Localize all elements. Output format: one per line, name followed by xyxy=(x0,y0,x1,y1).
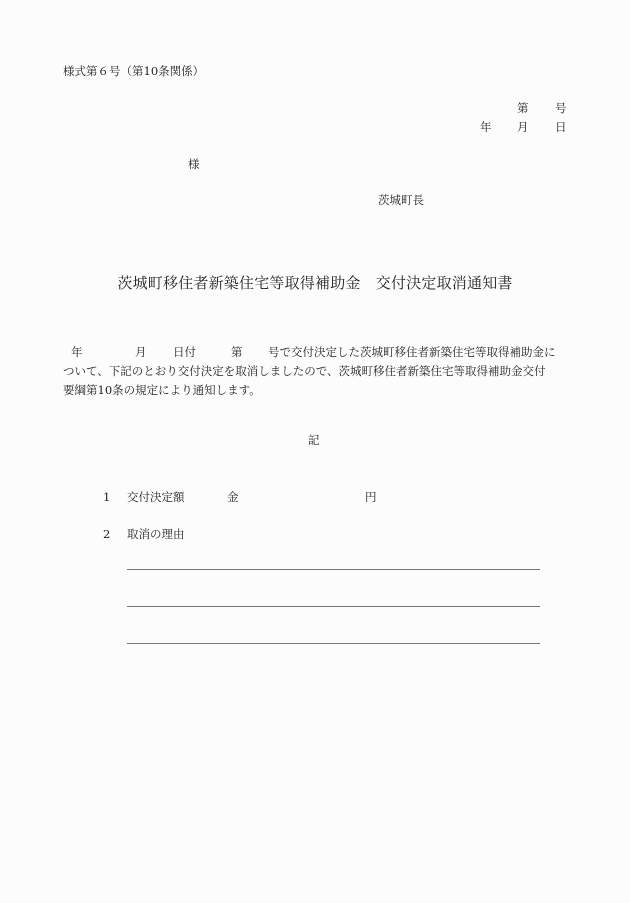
item-2-label: 取消の理由 xyxy=(127,527,185,541)
reason-line-1 xyxy=(127,569,540,570)
item-1-number: 1 xyxy=(103,490,111,504)
doc-number-dai: 第 xyxy=(517,101,529,115)
date-month: 月 xyxy=(517,120,529,134)
item-1-yen: 円 xyxy=(365,490,377,504)
doc-number-go: 号 xyxy=(555,101,567,115)
reason-line-2 xyxy=(127,606,540,607)
reason-line-3 xyxy=(127,643,540,644)
addressee-suffix: 様 xyxy=(188,157,200,171)
item-1-kin: 金 xyxy=(227,490,239,504)
date-year: 年 xyxy=(480,120,492,134)
body-line-1 xyxy=(63,343,573,362)
body-year: 年 xyxy=(71,345,83,359)
item-1-label: 交付決定額 xyxy=(127,490,185,504)
body-paragraph xyxy=(63,343,573,400)
document-title: 茨城町移住者新築住宅等取得補助金 交付決定取消通知書 xyxy=(117,274,513,292)
body-line-2: ついて、下記のとおり交付決定を取消しましたので、茨城町移住者新築住宅等取得補助金交付 xyxy=(63,364,546,378)
item-2-number: 2 xyxy=(103,527,111,541)
body-line1-rest: 号で交付決定した茨城町移住者新築住宅等取得補助金に xyxy=(268,345,556,359)
sender: 茨城町長 xyxy=(378,193,424,207)
body-month: 月 xyxy=(135,345,147,359)
form-number: 様式第６号（第10条関係） xyxy=(63,64,205,78)
date-day: 日 xyxy=(555,120,567,134)
body-day-tsuke: 日付 xyxy=(173,345,196,359)
ki-heading: 記 xyxy=(308,433,320,447)
body-dai: 第 xyxy=(231,345,243,359)
body-line-3: 要綱第10条の規定により通知します。 xyxy=(63,383,261,397)
